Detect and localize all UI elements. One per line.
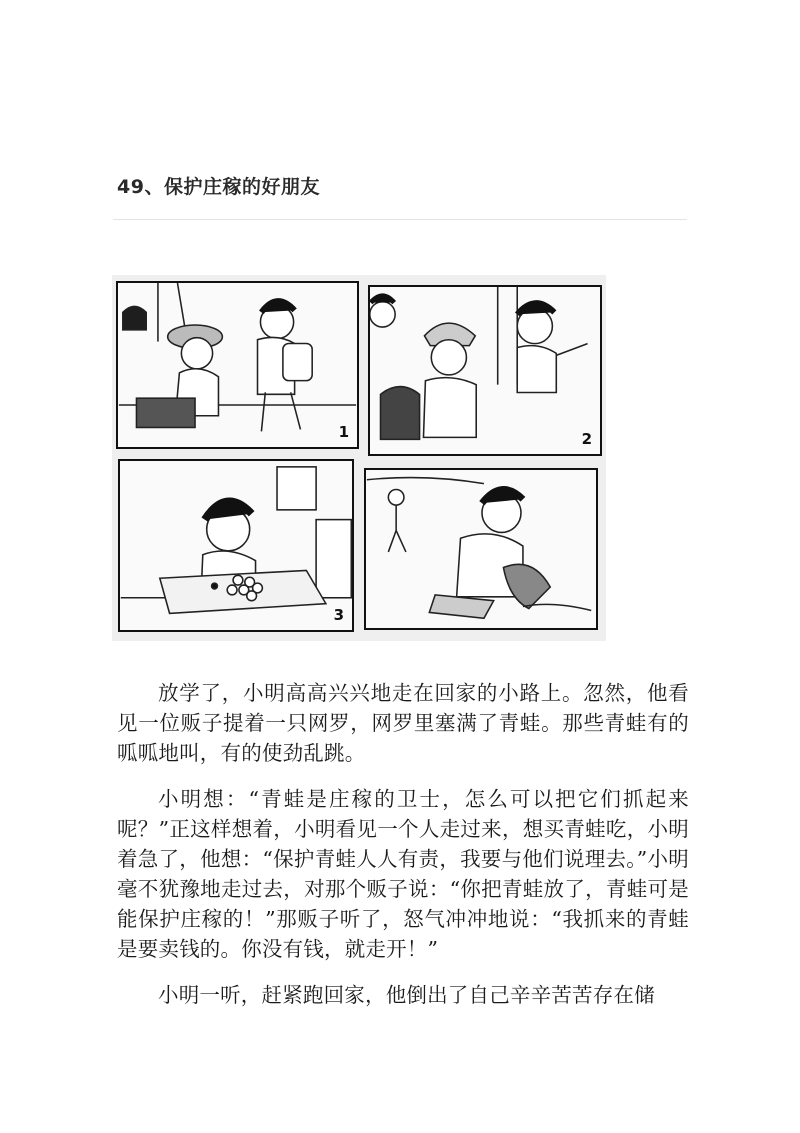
panel-number: 2: [581, 430, 592, 448]
comic-panel-2: [368, 285, 602, 456]
story-text: [117, 678, 689, 1026]
panel-4-illustration: [366, 470, 596, 628]
comic-panel-1: [116, 281, 359, 449]
panel-number: 1: [338, 423, 349, 441]
panel-2-illustration: [370, 287, 600, 454]
panel-number: 3: [333, 606, 344, 624]
title-divider: [113, 219, 687, 220]
comic-panel-4: [364, 468, 598, 630]
comic-panel-3: [118, 459, 354, 632]
page-title: 49、保护庄稼的好朋友: [117, 176, 320, 198]
story-paragraph: 小明一听，赶紧跑回家，他倒出了自己辛辛苦苦存在储: [158, 983, 655, 1007]
comic-strip: [112, 275, 606, 641]
panel-1-illustration: [118, 283, 357, 447]
story-paragraph: 小明想：“青蛙是庄稼的卫士，怎么可以把它们抓起来呢？”正这样想着，小明看见一个人走过来，想买青蛙吃，小明着急了，他想：“保护青蛙人人有责，我要与他们说理去。”小明毫不犹豫地走过去，对那个贩子说：“你把青蛙放了，青蛙可是能保护庄稼的！”那贩子听了，怒气冲冲地说：“我抓来的青蛙是要卖钱的。你没有钱，就走开！”: [117, 787, 689, 961]
story-paragraph: 放学了，小明高高兴兴地走在回家的小路上。忽然，他看见一位贩子提着一只网罗，网罗里塞满了青蛙。那些青蛙有的呱呱地叫，有的使劲乱跳。: [117, 681, 689, 765]
panel-3-illustration: [120, 461, 352, 630]
